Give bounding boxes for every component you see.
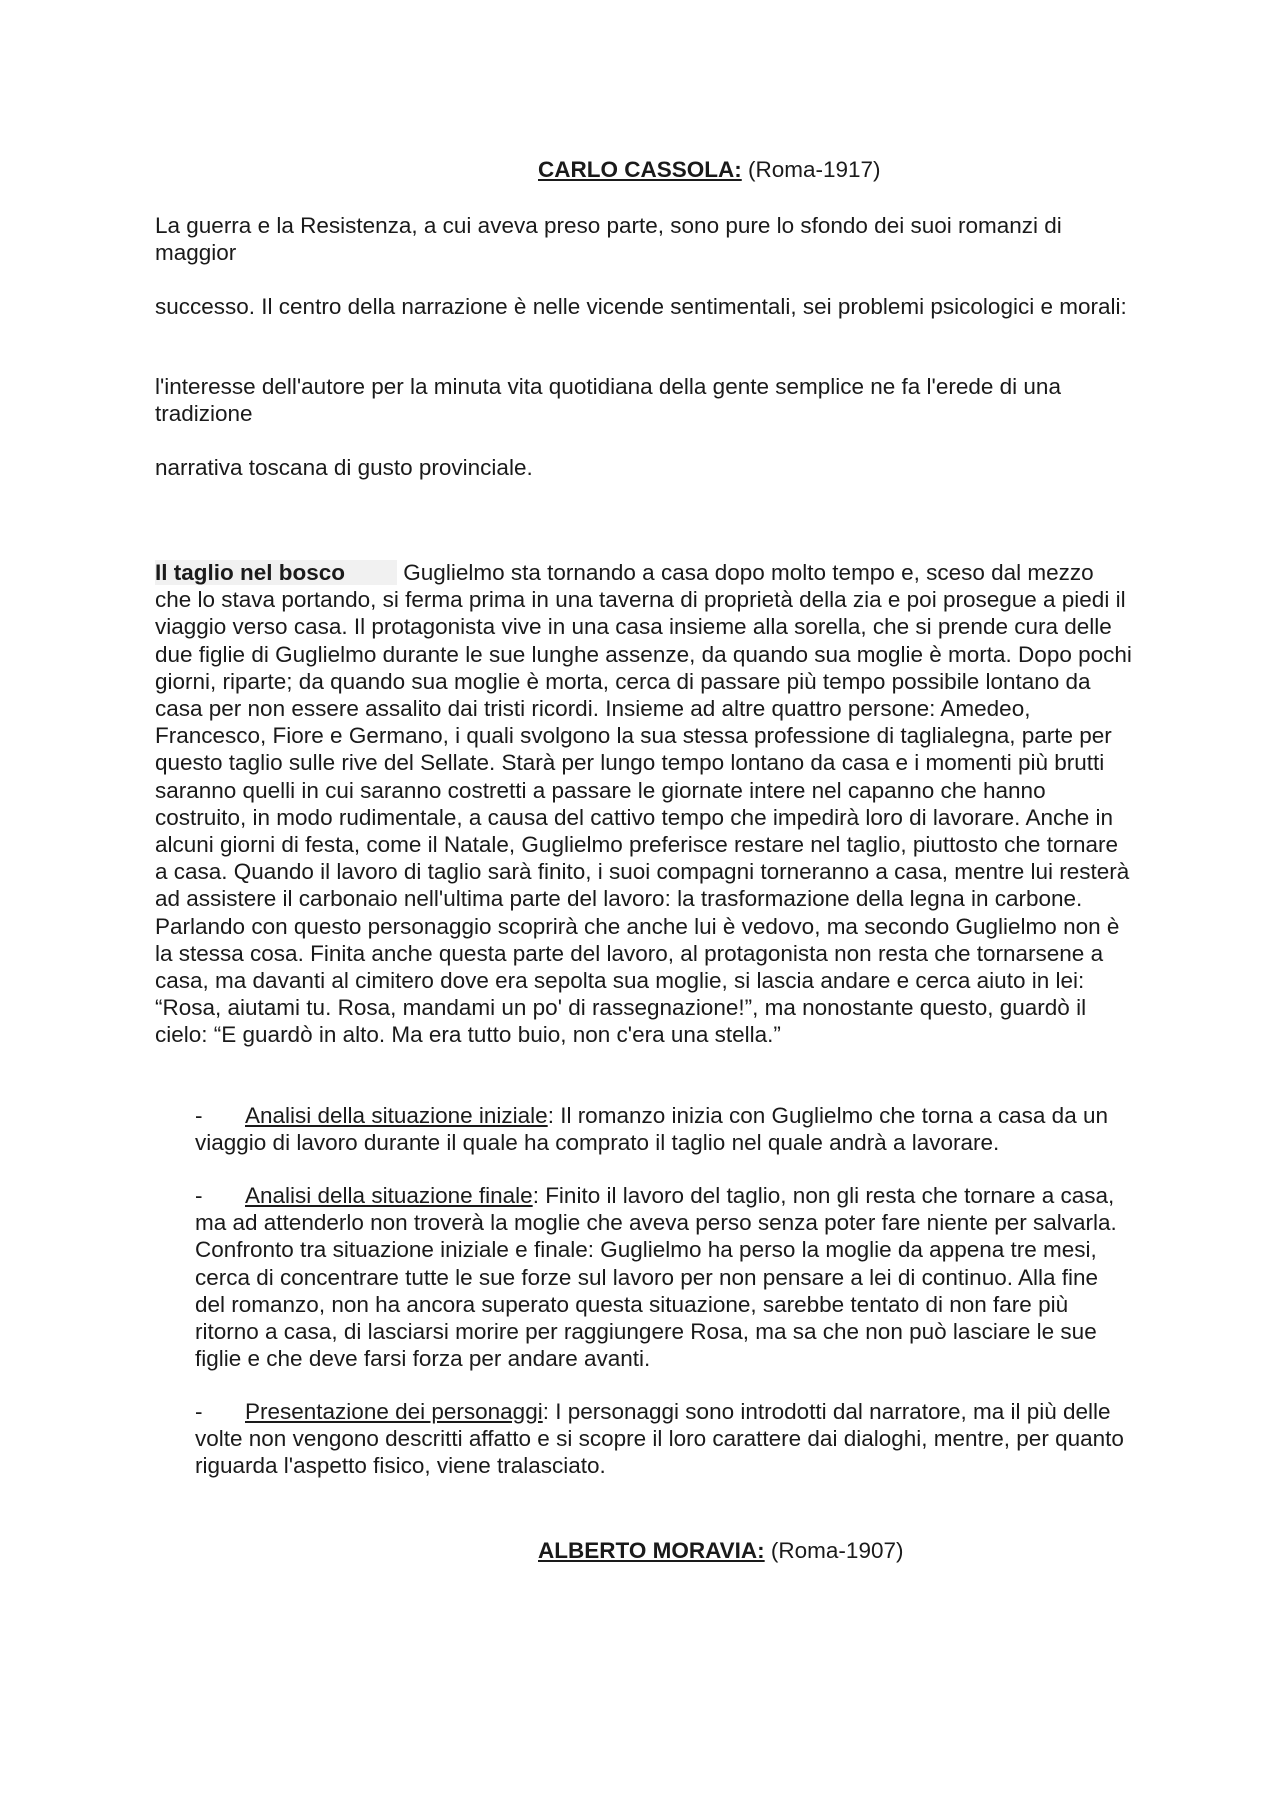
novel-title: Il taglio nel bosco bbox=[155, 560, 397, 585]
analysis-item-characters bbox=[195, 1398, 1130, 1480]
intro-paragraph-4: narrativa toscana di gusto provinciale. bbox=[155, 455, 533, 480]
bullet-dash: - bbox=[195, 1103, 203, 1128]
analysis-label-characters: Presentazione dei personaggi bbox=[245, 1399, 543, 1424]
analysis-label-final: Analisi della situazione finale bbox=[245, 1183, 533, 1208]
cassola-name: CARLO CASSOLA: bbox=[538, 157, 742, 182]
analysis-item-final bbox=[195, 1182, 1130, 1372]
analysis-text-initial: : Il romanzo inizia con Guglielmo che torna a casa da un viaggio di lavoro durante il quale ha comprato il taglio nel quale andrà a lavorare. bbox=[195, 1103, 1108, 1156]
analysis-item-initial bbox=[195, 1102, 1130, 1156]
bullet-dash: - bbox=[195, 1183, 203, 1208]
moravia-name: ALBERTO MORAVIA: bbox=[538, 1538, 765, 1563]
cassola-birth: (Roma-1917) bbox=[741, 157, 881, 182]
cassola-heading bbox=[538, 156, 881, 183]
analysis-label-initial: Analisi della situazione iniziale bbox=[245, 1103, 548, 1128]
analysis-text-final: : Finito il lavoro del taglio, non gli resta che tornare a casa, ma ad attenderlo non troverà la moglie che aveva perso senza poter fare niente per salvarla. Confronto tra situazione iniziale e finale: Guglielmo ha perso la moglie da appena tre mesi, cerca di concentrare tutte le sue forze sul lavoro per non pensare a lei di continuo. Alla fine del romanzo, non ha ancora superato questa situazione, sarebbe tentato di non fare più ritorno a casa, di lasciarsi morire per raggiungere Rosa, ma sa che non può lasciare le sue figlie e che deve farsi forza per andare avanti. bbox=[195, 1183, 1117, 1372]
bullet-dash: - bbox=[195, 1399, 203, 1424]
moravia-birth: (Roma-1907) bbox=[764, 1538, 904, 1563]
novel-summary-text: Guglielmo sta tornando a casa dopo molto tempo e, sceso dal mezzo che lo stava portando, si ferma prima in una taverna di proprietà della zia e poi prosegue a piedi il viaggio verso casa. Il protagonista vive in una casa insieme alla sorella, che si prende cura delle due figlie di Guglielmo durante le sue lunghe assenze, da quando sua moglie è morta. Dopo pochi giorni, riparte; da quando sua moglie è morta, cerca di passare più tempo possibile lontano da casa per non essere assalito dai tristi ricordi. Insieme ad altre quattro persone: Amedeo, Francesco, Fiore e Germano, i quali svolgono la sua stessa professione di taglialegna, parte per questo taglio sulle rive del Sellate. Starà per lungo tempo lontano da casa e i momenti più brutti saranno quelli in cui saranno costretti a passare le giornate intere nel capanno che hanno costruito, in modo rudimentale, a causa del cattivo tempo che impedirà loro di lavorare. Anche in alcuni giorni di festa, come il Natale, Guglielmo preferisce restare nel taglio, piuttosto che tornare a casa. Quando il lavoro di taglio sarà finito, i suoi compagni torneranno a casa, mentre lui resterà ad assistere il carbonaio nell'ultima parte del lavoro: la trasformazione della legna in carbone. Parlando con questo personaggio scoprirà che anche lui è vedovo, ma secondo Guglielmo non è la stessa cosa. Finita anche questa parte del lavoro, al protagonista non resta che tornarsene a casa, ma davanti al cimitero dove era sepolta sua moglie, si lascia andare e cerca aiuto in lei: “Rosa, aiutami tu. Rosa, mandami un po' di rassegnazione!”, ma nonostante questo, guardò il cielo: “E guardò in alto. Ma era tutto buio, non c'era una stella.” bbox=[155, 560, 1132, 1048]
moravia-heading bbox=[538, 1537, 903, 1564]
intro-paragraph-1: La guerra e la Resistenza, a cui aveva preso parte, sono pure lo sfondo dei suoi romanzi di maggior bbox=[155, 213, 1062, 266]
novel-summary bbox=[155, 559, 1133, 1049]
intro-paragraph-2: successo. Il centro della narrazione è nelle vicende sentimentali, sei problemi psicologici e morali: bbox=[155, 294, 1127, 319]
intro-paragraph-3: l'interesse dell'autore per la minuta vita quotidiana della gente semplice ne fa l'erede di una tradizione bbox=[155, 374, 1061, 427]
analysis-text-characters: : I personaggi sono introdotti dal narratore, ma il più delle volte non vengono descritti affatto e si scopre il loro carattere dai dialoghi, mentre, per quanto riguarda l'aspetto fisico, viene tralasciato. bbox=[195, 1399, 1124, 1479]
